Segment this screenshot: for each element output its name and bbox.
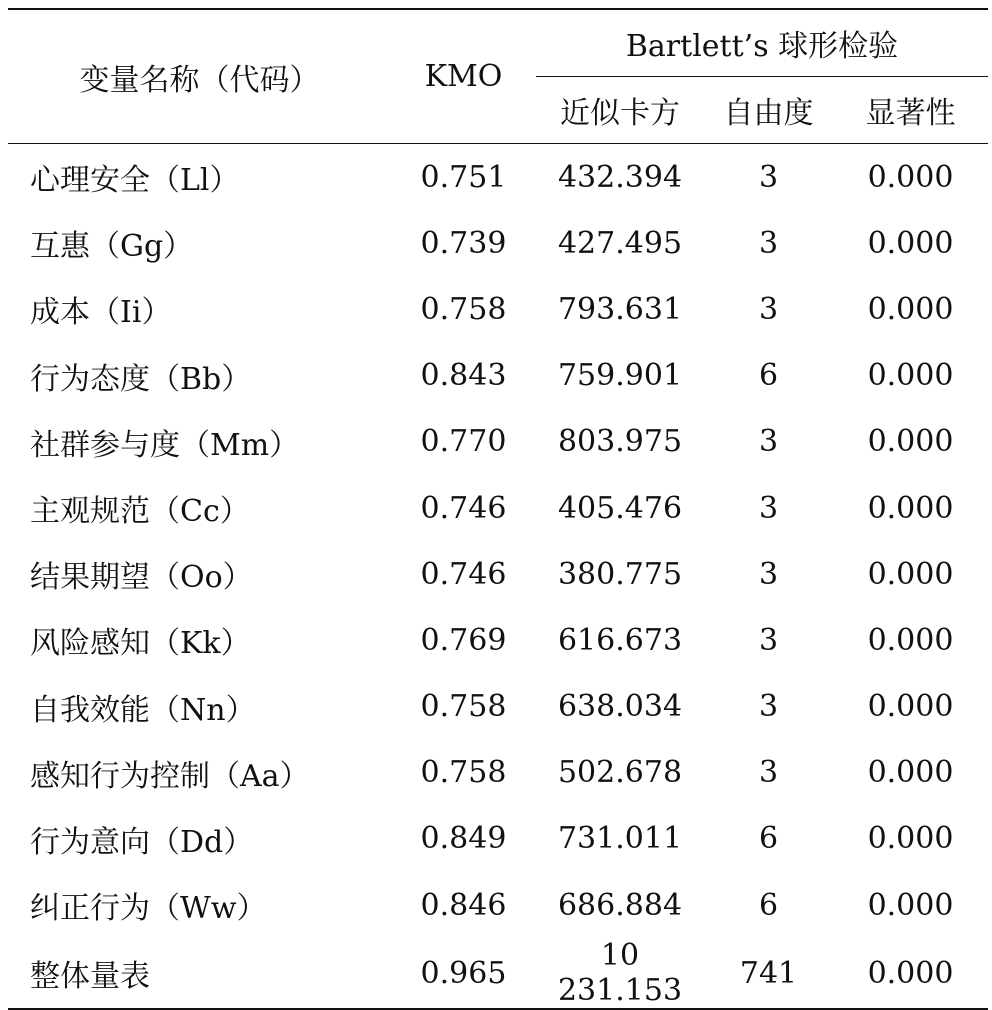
significance-cell: 0.000: [867, 358, 954, 394]
table-row: [8, 740, 988, 806]
table-row: [8, 806, 988, 872]
df-cell: 6: [758, 358, 779, 394]
variable-name-cell: 成本（Ii）: [30, 295, 172, 331]
significance-cell: 0.000: [867, 159, 954, 195]
variable-name-cell: 自我效能（Nn）: [30, 692, 256, 728]
chi-square-cell: 638.034: [557, 689, 683, 725]
kmo-cell: 0.746: [420, 556, 507, 592]
kmo-bartlett-table: [8, 8, 988, 1010]
significance-cell: 0.000: [867, 622, 954, 658]
chi-square-cell: 731.011: [557, 821, 683, 857]
table-row: [8, 276, 988, 342]
table-header: [8, 9, 988, 144]
kmo-bartlett-table-container: [8, 8, 988, 1010]
table-body: [8, 144, 988, 1010]
chi-square-cell: 793.631: [557, 291, 683, 327]
significance-cell: 0.000: [867, 821, 954, 857]
significance-cell: 0.000: [867, 424, 954, 460]
table-row: [8, 607, 988, 673]
kmo-cell: 0.751: [420, 159, 507, 195]
variable-name-cell: 结果期望（Oo）: [30, 560, 253, 596]
chi-square-cell: 759.901: [557, 358, 683, 394]
table-row: [8, 409, 988, 475]
table-row: [8, 872, 988, 938]
kmo-cell: 0.846: [420, 887, 507, 923]
kmo-cell: 0.739: [420, 225, 507, 261]
significance-cell: 0.000: [867, 291, 954, 327]
df-cell: 3: [758, 424, 779, 460]
table-row: [8, 938, 988, 1009]
kmo-cell: 0.965: [391, 938, 536, 1009]
header-kmo: KMO: [391, 9, 536, 144]
header-df: 自由度: [704, 77, 833, 144]
table-row: [8, 144, 988, 211]
header-row-top: [8, 9, 988, 77]
header-chi-square: 近似卡方: [536, 77, 704, 144]
kmo-cell: 0.770: [420, 424, 507, 460]
significance-cell: 0.000: [867, 887, 954, 923]
table-row: [8, 343, 988, 409]
chi-square-cell: 427.495: [557, 225, 683, 261]
table-row: [8, 541, 988, 607]
df-cell: 3: [758, 556, 779, 592]
significance-cell: 0.000: [867, 225, 954, 261]
variable-name-cell: 感知行为控制（Aa）: [30, 758, 310, 794]
df-cell: 3: [758, 159, 779, 195]
df-cell: 3: [758, 490, 779, 526]
header-variable: 变量名称（代码）: [8, 9, 391, 144]
significance-cell: 0.000: [867, 490, 954, 526]
df-cell: 741: [704, 938, 833, 1009]
kmo-cell: 0.758: [420, 291, 507, 327]
variable-name-cell: 行为态度（Bb）: [30, 361, 252, 397]
chi-square-cell: 502.678: [557, 755, 683, 791]
header-sig: 显著性: [833, 77, 988, 144]
table-row: [8, 210, 988, 276]
variable-name-cell: 社群参与度（Mm）: [30, 427, 300, 463]
significance-cell: 0.000: [867, 556, 954, 592]
chi-square-cell: 10 231.153: [536, 938, 704, 1009]
df-cell: 6: [758, 821, 779, 857]
variable-name-cell: 整体量表: [8, 938, 391, 1009]
significance-cell: 0.000: [867, 689, 954, 725]
chi-square-cell: 405.476: [557, 490, 683, 526]
significance-cell: 0.000: [833, 938, 988, 1009]
df-cell: 6: [758, 887, 779, 923]
variable-name-cell: 互惠（Gg）: [30, 229, 194, 265]
variable-name-cell: 心理安全（Ll）: [30, 163, 240, 199]
df-cell: 3: [758, 622, 779, 658]
kmo-cell: 0.849: [420, 821, 507, 857]
header-bartlett: Bartlett’s 球形检验: [536, 9, 988, 77]
significance-cell: 0.000: [867, 755, 954, 791]
df-cell: 3: [758, 755, 779, 791]
variable-name-cell: 行为意向（Dd）: [30, 824, 254, 860]
variable-name-cell: 主观规范（Cc）: [30, 494, 250, 530]
variable-name-cell: 纠正行为（Ww）: [30, 891, 267, 927]
df-cell: 3: [758, 225, 779, 261]
table-row: [8, 475, 988, 541]
kmo-cell: 0.758: [420, 755, 507, 791]
df-cell: 3: [758, 689, 779, 725]
table-row: [8, 674, 988, 740]
variable-name-cell: 风险感知（Kk）: [30, 626, 251, 662]
chi-square-cell: 803.975: [557, 424, 683, 460]
chi-square-cell: 686.884: [557, 887, 683, 923]
kmo-cell: 0.843: [420, 358, 507, 394]
chi-square-cell: 432.394: [557, 159, 683, 195]
kmo-cell: 0.769: [420, 622, 507, 658]
kmo-cell: 0.758: [420, 689, 507, 725]
chi-square-cell: 616.673: [557, 622, 683, 658]
chi-square-cell: 380.775: [557, 556, 683, 592]
df-cell: 3: [758, 291, 779, 327]
kmo-cell: 0.746: [420, 490, 507, 526]
